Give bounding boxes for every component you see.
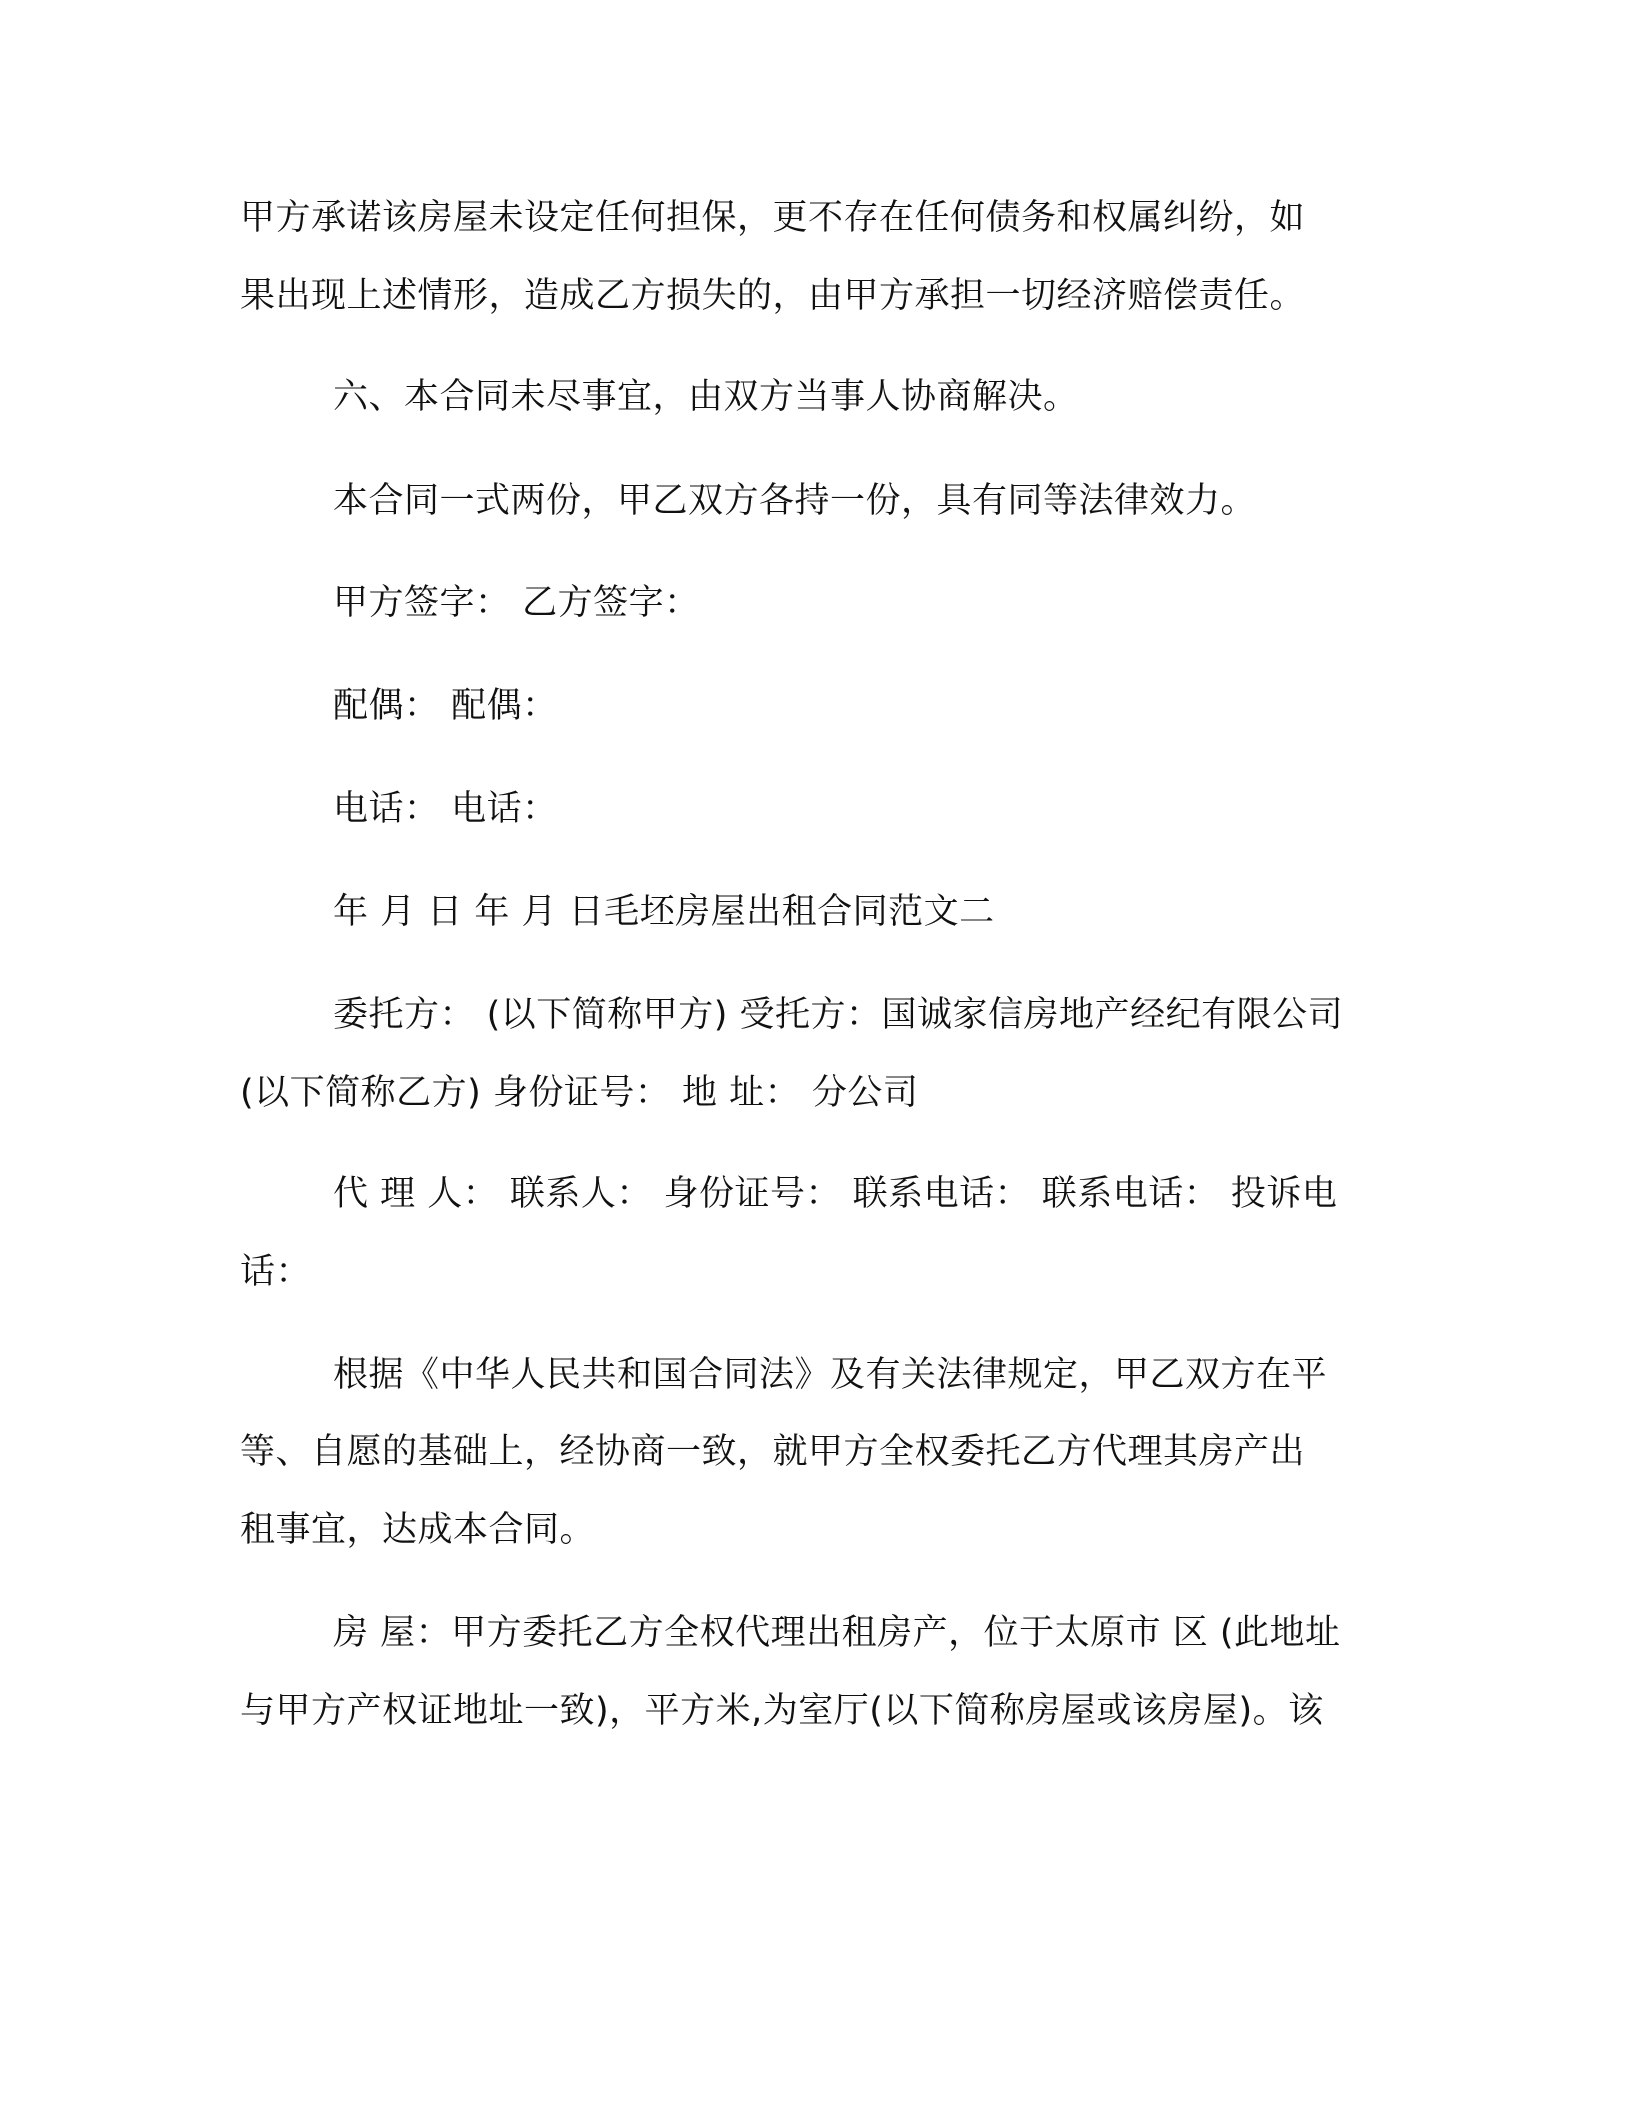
- text-line: 房 屋：甲方委托乙方全权代理出租房产，位于太原市 区 (此地址: [333, 1613, 1341, 1653]
- text-line: (以下简称乙方) 身份证号： 地 址： 分公司: [240, 1073, 919, 1113]
- text-line: 与甲方产权证地址一致)，平方米,为室厅(以下简称房屋或该房屋)。该: [240, 1691, 1324, 1731]
- text-line: 租事宜，达成本合同。: [240, 1510, 596, 1550]
- text-line: 话：: [240, 1252, 312, 1292]
- signature-line: 甲方签字： 乙方签字：: [333, 583, 700, 623]
- text-line: 六、本合同未尽事宜，由双方当事人协商解决。: [333, 377, 1079, 417]
- text-line: 委托方： (以下简称甲方) 受托方：国诚家信房地产经纪有限公司: [333, 995, 1344, 1035]
- text-line: 代 理 人： 联系人： 身份证号： 联系电话： 联系电话： 投诉电: [333, 1174, 1338, 1214]
- text-line: 甲方承诺该房屋未设定任何担保，更不存在任何债务和权属纠纷，如: [240, 198, 1306, 238]
- section-title: 年 月 日 年 月 日毛坯房屋出租合同范文二: [333, 892, 995, 932]
- text-line: 果出现上述情形，造成乙方损失的，由甲方承担一切经济赔偿责任。: [240, 276, 1306, 316]
- text-line: 等、自愿的基础上，经协商一致，就甲方全权委托乙方代理其房产出: [240, 1432, 1306, 1472]
- text-line: 本合同一式两份，甲乙双方各持一份，具有同等法律效力。: [333, 481, 1257, 521]
- text-line: 根据《中华人民共和国合同法》及有关法律规定，甲乙双方在平: [333, 1355, 1328, 1395]
- spouse-line: 配偶： 配偶：: [333, 686, 558, 726]
- phone-line: 电话： 电话：: [333, 789, 558, 829]
